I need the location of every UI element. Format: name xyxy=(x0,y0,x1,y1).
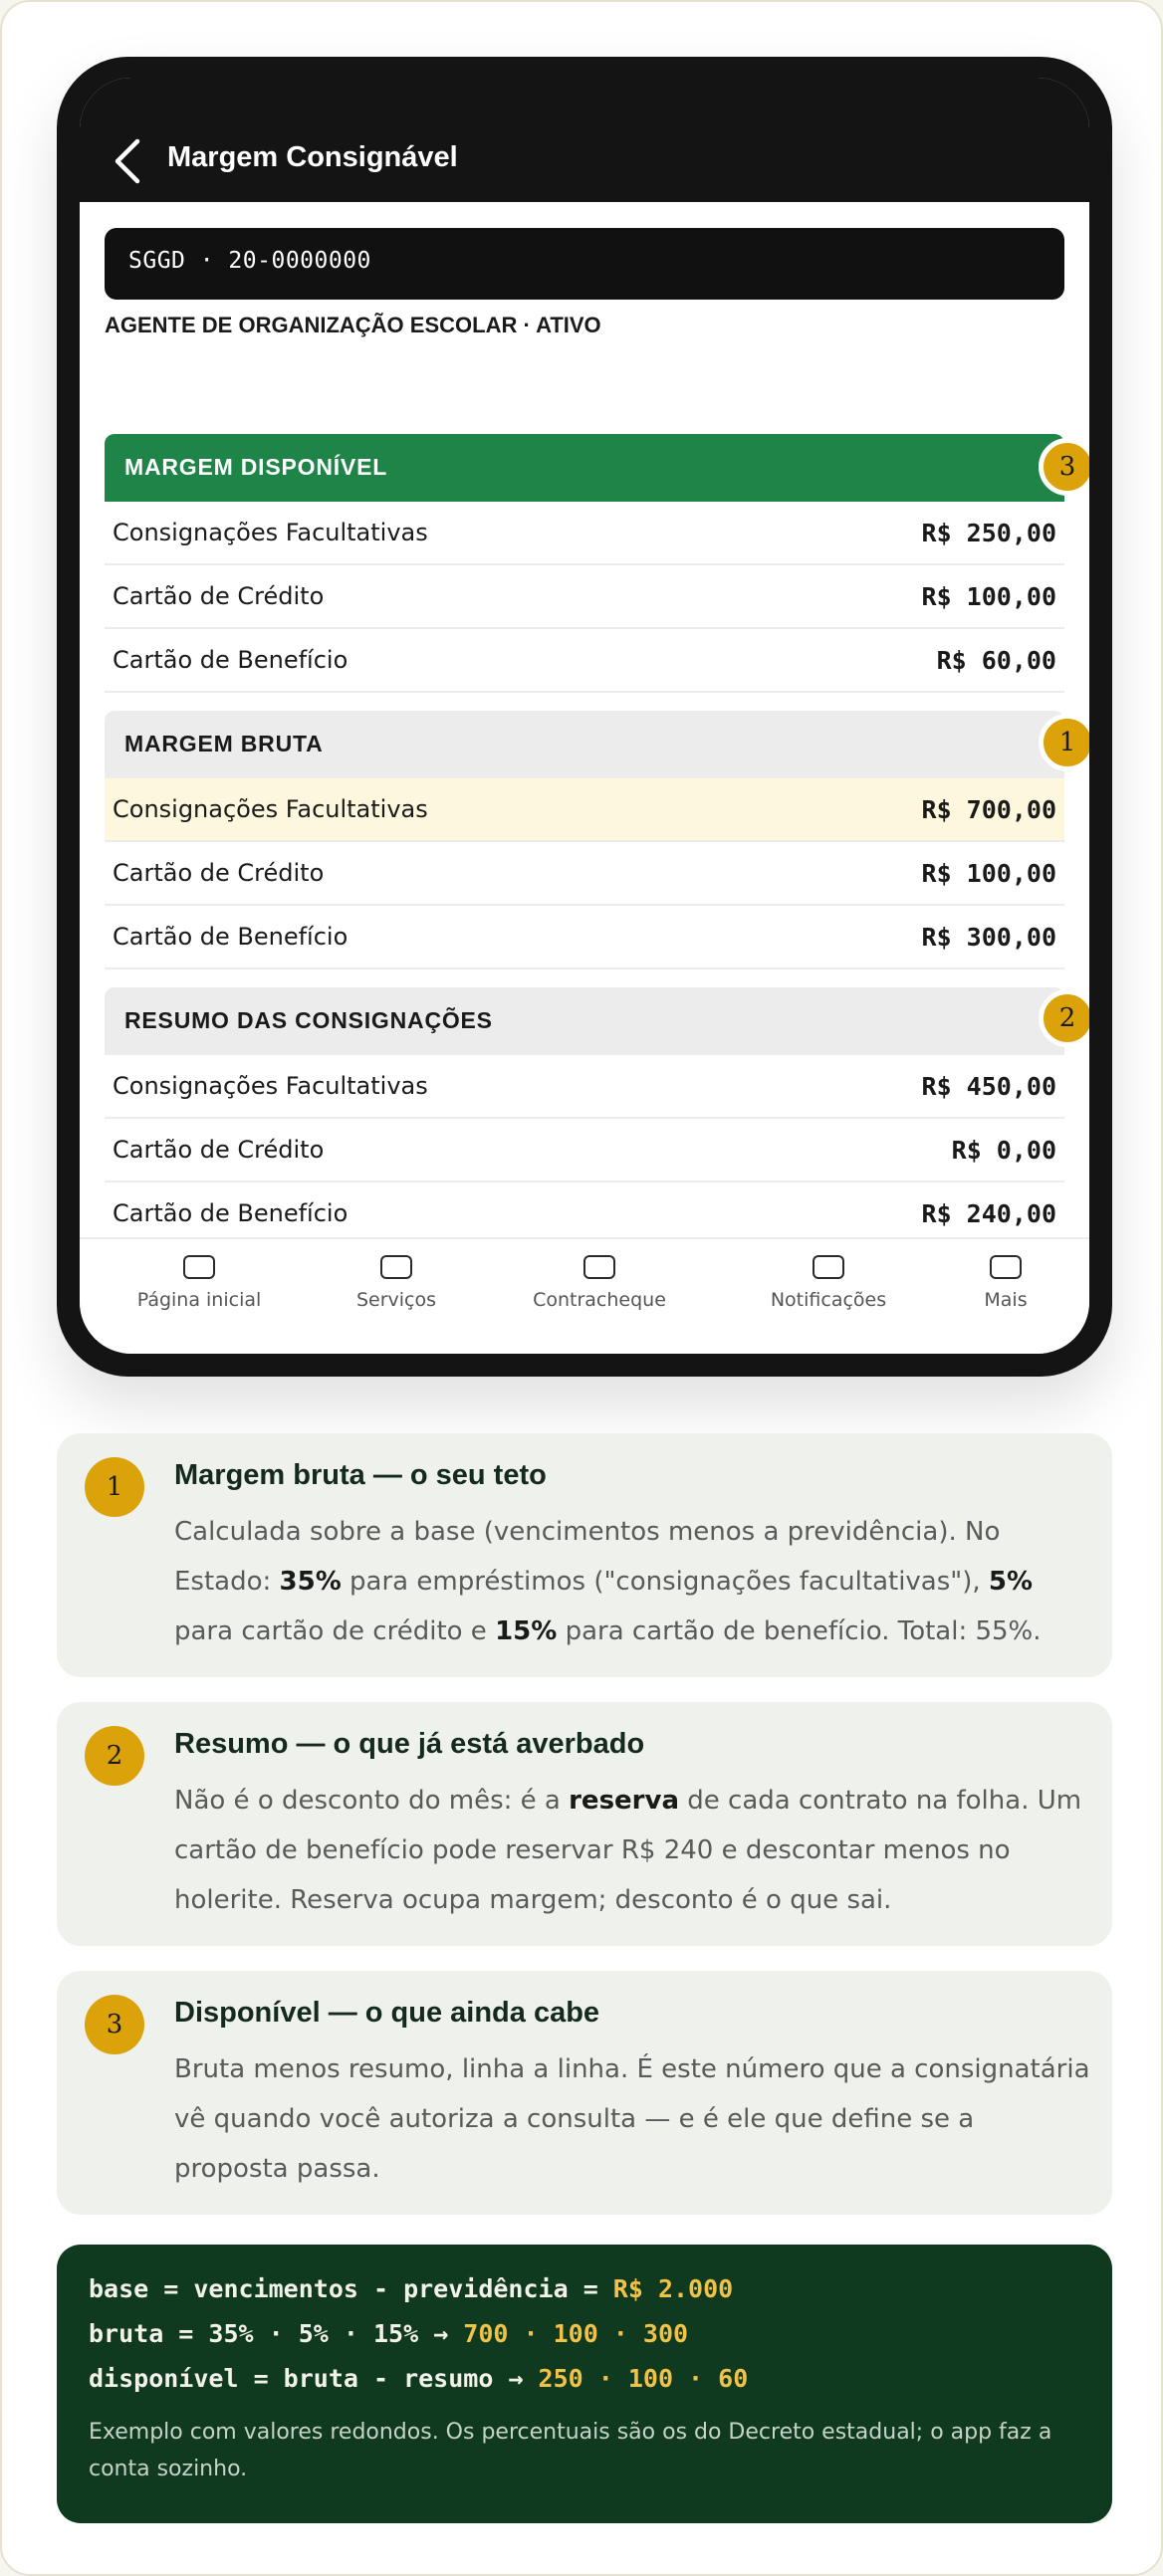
row-value: R$ 60,00 xyxy=(936,645,1056,675)
tab-mais[interactable] xyxy=(966,1255,1046,1311)
callout-badge-3: 3 xyxy=(1039,438,1089,496)
card-body xyxy=(174,1776,1090,1925)
row-label: Cartão de Crédito xyxy=(113,1136,325,1164)
payslip-tab-icon xyxy=(583,1255,615,1279)
row-value: R$ 100,00 xyxy=(921,581,1056,611)
tab-contracheque[interactable] xyxy=(525,1255,674,1311)
formula-line-bruta xyxy=(89,2319,688,2348)
formula-card xyxy=(57,2245,1112,2523)
phone-screen xyxy=(80,78,1089,1354)
row-value: R$ 300,00 xyxy=(921,922,1056,952)
section-title: MARGEM DISPONÍVEL xyxy=(124,454,388,480)
row-value: R$ 240,00 xyxy=(921,1198,1056,1228)
row-label: Consignações Facultativas xyxy=(113,1072,428,1100)
more-tab-icon xyxy=(990,1255,1022,1279)
notifications-tab-icon xyxy=(813,1255,844,1279)
home-tab-icon xyxy=(183,1255,215,1279)
formula-result: 250 · 100 · 60 xyxy=(538,2364,749,2393)
tab-label: Página inicial xyxy=(136,1289,262,1311)
bottom-tab-bar xyxy=(80,1237,1089,1354)
formula-result: 700 · 100 · 300 xyxy=(463,2319,689,2348)
role-status-label: AGENTE DE ORGANIZAÇÃO ESCOLAR · ATIVO xyxy=(105,313,601,337)
table-row xyxy=(105,502,1064,565)
body-text: Calculada sobre a base (vencimentos menos a previdência). No Estado: xyxy=(174,1517,1001,1597)
formula-text: disponível = bruta - resumo → xyxy=(89,2364,539,2393)
row-label: Cartão de Benefício xyxy=(113,1199,349,1227)
back-arrow-icon[interactable] xyxy=(110,137,149,185)
section-title: RESUMO DAS CONSIGNAÇÕES xyxy=(124,1007,493,1033)
formula-footnote: Exemplo com valores redondos. Os percentuais são os do Decreto estadual; o app faz a conta sozinho. xyxy=(89,2420,1052,2481)
body-text: Não é o desconto do mês: é a xyxy=(174,1786,570,1816)
table-row xyxy=(105,906,1064,969)
card-title: Disponível — o que ainda cabe xyxy=(174,1997,600,2029)
table-row xyxy=(105,1055,1064,1119)
page-title: Margem Consignável xyxy=(167,141,458,173)
row-value: R$ 0,00 xyxy=(951,1135,1056,1165)
tab-servicos[interactable] xyxy=(337,1255,456,1311)
explanation-card-disponivel xyxy=(57,1971,1112,2215)
tab-label: Notificações xyxy=(770,1289,887,1311)
callout-badge-2: 2 xyxy=(85,1726,144,1786)
section-title: MARGEM BRUTA xyxy=(124,731,324,756)
services-tab-icon xyxy=(380,1255,412,1279)
callout-badge-3: 3 xyxy=(85,1995,144,2054)
row-label: Cartão de Crédito xyxy=(113,582,325,610)
registration-id-bar: SGGD · 20-0000000 xyxy=(105,228,1064,300)
card-body: Bruta menos resumo, linha a linha. É este número que a consignatária vê quando você autoriza a consulta — e é ele que define se a proposta passa. xyxy=(174,2054,1090,2184)
row-label: Cartão de Benefício xyxy=(113,646,349,674)
card-title: Resumo — o que já está averbado xyxy=(174,1728,645,1760)
table-row-highlighted xyxy=(105,778,1064,842)
row-value: R$ 250,00 xyxy=(921,518,1056,547)
card-title: Margem bruta — o seu teto xyxy=(174,1459,547,1491)
body-emphasis: reserva xyxy=(569,1786,679,1816)
row-label: Consignações Facultativas xyxy=(113,795,428,823)
table-row xyxy=(105,629,1064,693)
explanation-card-margem-bruta xyxy=(57,1433,1112,1677)
tab-notificacoes[interactable] xyxy=(749,1255,908,1311)
table-row xyxy=(105,1119,1064,1182)
section-header-resumo-consignacoes xyxy=(105,987,1064,1055)
body-emphasis: 15% xyxy=(495,1616,558,1646)
row-label: Cartão de Benefício xyxy=(113,923,349,951)
callout-badge-1: 1 xyxy=(85,1457,144,1517)
formula-text: base = vencimentos - previdência = xyxy=(89,2274,613,2303)
tab-label: Contracheque xyxy=(533,1289,666,1311)
row-label: Consignações Facultativas xyxy=(113,519,428,546)
callout-badge-2: 2 xyxy=(1039,989,1089,1047)
body-emphasis: 35% xyxy=(279,1567,342,1597)
row-label: Cartão de Crédito xyxy=(113,859,325,887)
table-row xyxy=(105,842,1064,906)
body-text: para cartão de benefício. Total: 55%. xyxy=(557,1616,1042,1646)
body-text: para cartão de crédito e xyxy=(174,1616,496,1646)
formula-line-disponivel xyxy=(89,2364,748,2393)
tab-pagina-inicial[interactable] xyxy=(129,1255,269,1311)
table-row xyxy=(105,565,1064,629)
formula-line-base xyxy=(89,2274,733,2303)
card-body xyxy=(174,1507,1090,1656)
formula-text: bruta = 35% · 5% · 15% → xyxy=(89,2319,464,2348)
phone-frame xyxy=(57,57,1112,1377)
row-value: R$ 700,00 xyxy=(921,794,1056,824)
section-header-margem-disponivel xyxy=(105,434,1064,502)
explanation-card-resumo xyxy=(57,1702,1112,1946)
row-value: R$ 450,00 xyxy=(921,1071,1056,1101)
tab-label: Serviços xyxy=(355,1289,437,1311)
tab-label: Mais xyxy=(984,1289,1028,1311)
body-emphasis: 5% xyxy=(988,1567,1034,1597)
body-text: para empréstimos ("consignações facultativas"), xyxy=(341,1567,989,1597)
formula-result: R$ 2.000 xyxy=(612,2274,734,2303)
callout-badge-1: 1 xyxy=(1039,714,1089,771)
app-bar xyxy=(80,78,1089,202)
row-value: R$ 100,00 xyxy=(921,858,1056,888)
body-text: de cada contrato na folha. Um cartão de benefício pode reservar R$ 240 e descontar menos no holerite. Reserva ocupa margem; desconto é o que sai. xyxy=(174,1786,1082,1915)
section-header-margem-bruta xyxy=(105,711,1064,778)
